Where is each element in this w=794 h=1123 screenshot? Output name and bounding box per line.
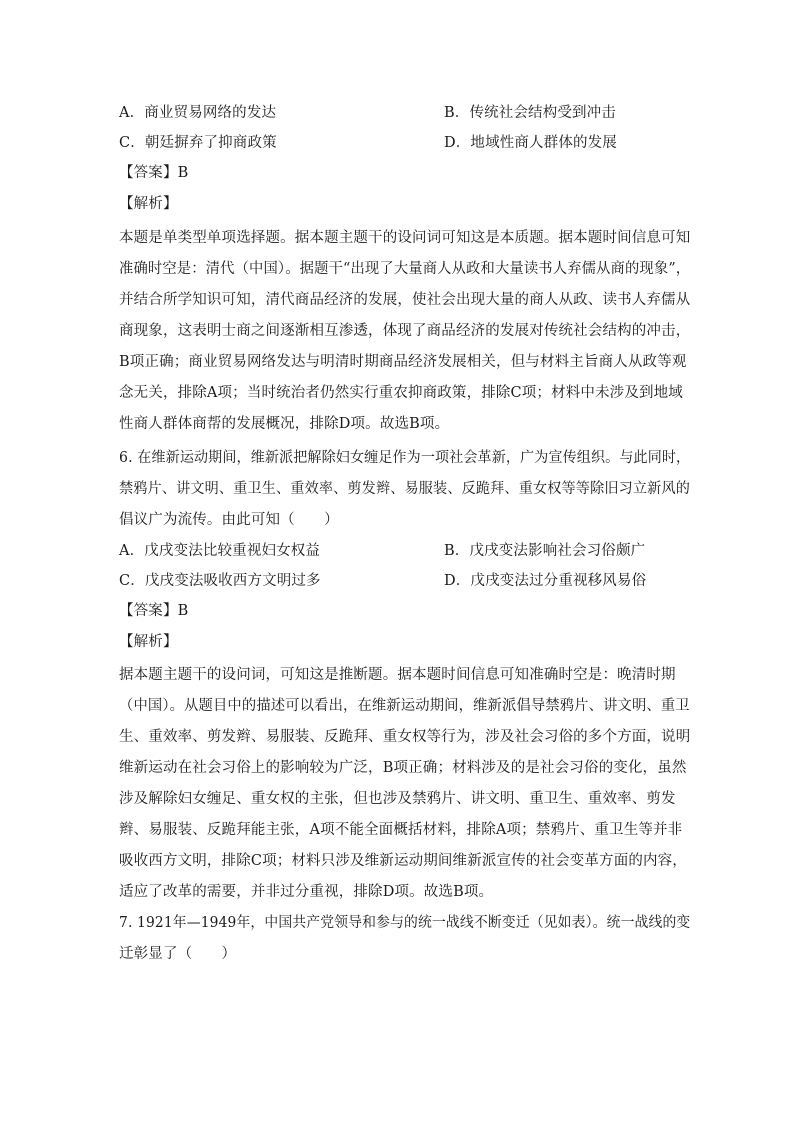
q5-analysis-line: 商现象，这表明士商之间逐渐相互渗透，体现了商品经济的发展对传统社会结构的冲击， [119,323,691,339]
q5-answer: 【答案】B [119,165,189,181]
q6-option-d: D．戊戌变法过分重视移风易俗 [444,573,647,589]
q5-option-b: B．传统社会结构受到冲击 [444,105,616,121]
q5-option-a: A．商业贸易网络的发达 [119,105,277,121]
q5-analysis-line: B项正确；商业贸易网络发达与明清时期商品经济发展相关，但与材料主旨商人从政等观 [119,354,687,370]
q6-stem-line: 倡议广为流传。由此可知（ ） [119,512,339,528]
q6-analysis-heading: 【解析】 [119,634,178,650]
q6-analysis-line: 适应了改革的需要，并非过分重视，排除D项。故选B项。 [119,884,494,900]
q5-analysis-line: 并结合所学知识可知，清代商品经济的发展，使社会出现大量的商人从政、读书人弃儒从 [119,292,691,308]
q6-option-a: A．戊戌变法比较重视妇女权益 [119,543,321,559]
q5-analysis-heading: 【解析】 [119,196,178,212]
q6-analysis-line: 生、重效率、剪发辫、易服装、反跪拜、重女权等行为，涉及社会习俗的多个方面，说明 [119,729,691,745]
q5-analysis-line: 念无关，排除A项；当时统治者仍然实行重农抑商政策，排除C项；材料中未涉及到地域 [119,385,683,401]
q5-analysis-line: 准确时空是：清代（中国）。据题干“出现了大量商人从政和大量读书人弃儒从商的现象”， [119,261,691,277]
q6-option-b: B．戊戌变法影响社会习俗颇广 [444,543,646,559]
q5-option-d: D．地域性商人群体的发展 [444,135,617,151]
q6-analysis-line: 据本题主题干的设问词，可知这是推断题。据本题时间信息可知准确时空是：晚清时期 [119,667,676,683]
q6-analysis-line: （中国）。从题目中的描述可以看出，在维新运动期间，维新派倡导禁鸦片、讲文明、重卫 [119,698,690,714]
q5-option-c: C．朝廷摒弃了抑商政策 [119,135,277,151]
q7-stem-line: 7. 1921年—1949年，中国共产党领导和参与的统一战线不断变迁（见如表）。统一战线的变 [119,915,691,931]
q6-analysis-line: 涉及解除妇女缠足、重女权的主张，但也涉及禁鸦片、讲文明、重卫生、重效率、剪发 [119,791,676,807]
q6-analysis-line: 吸收西方文明，排除C项；材料只涉及维新运动期间维新派宣传的社会变革方面的内容， [119,853,687,869]
q6-answer: 【答案】B [119,603,189,619]
q6-stem-line: 禁鸦片、讲文明、重卫生、重效率、剪发辫、易服装、反跪拜、重女权等等除旧习立新风的 [119,481,690,497]
q6-analysis-line: 辫、易服装、反跪拜能主张，A项不能全面概括材料，排除A项；禁鸦片、重卫生等并非 [119,822,683,838]
q5-analysis-line: 性商人群体商帮的发展概况，排除D项。故选B项。 [119,416,450,432]
q7-stem-line: 迁彰显了（ ） [119,946,237,962]
q6-option-c: C．戊戌变法吸收西方文明过多 [119,573,321,589]
q6-stem-line: 6. 在维新运动期间，维新派把解除妇女缠足作为一项社会革新，广为宣传组织。与此同时， [119,450,691,466]
q5-analysis-line: 本题是单类型单项选择题。据本题主题干的设问词可知这是本质题。据本题时间信息可知 [119,230,691,246]
q6-analysis-line: 维新运动在社会习俗上的影响较为广泛，B项正确；材料涉及的是社会习俗的变化，虽然 [119,760,687,776]
